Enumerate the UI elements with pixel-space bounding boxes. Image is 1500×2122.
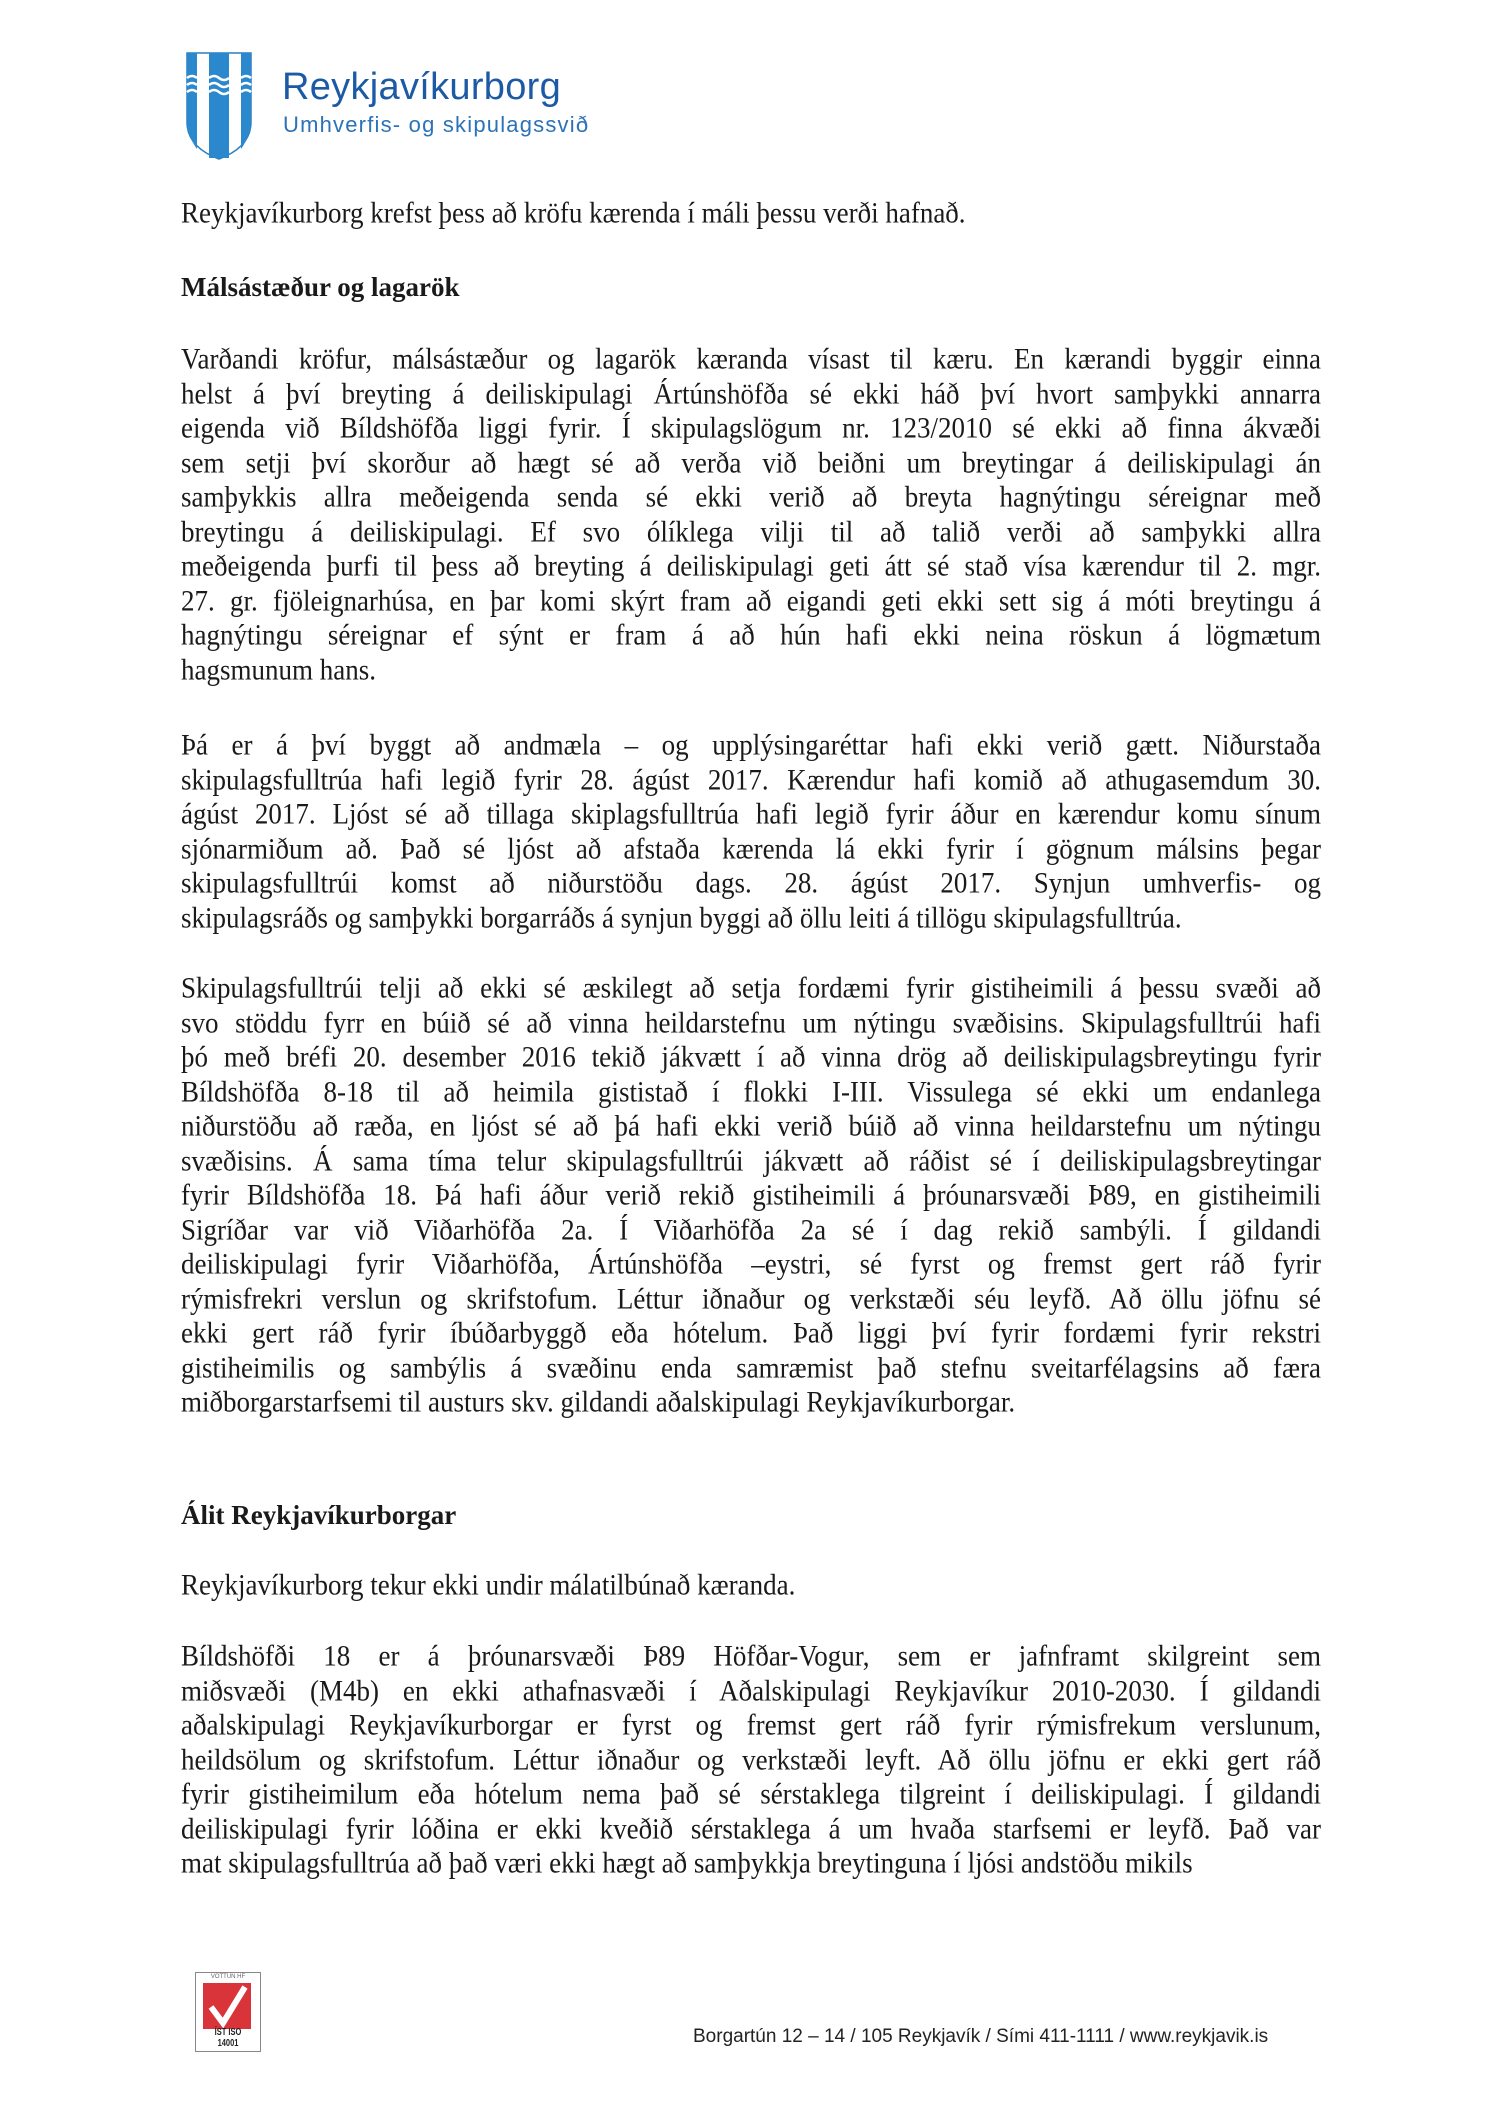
section-heading-grounds: Málsástæður og lagarök <box>181 272 460 302</box>
text-line: svæðisins. Á sama tíma telur skipulagsfulltrúi jákvætt að ráðist sé í deiliskipulagsbreytingar <box>181 1144 1321 1177</box>
department-name: Umhverfis- og skipulagssvið <box>283 112 590 137</box>
text-line: samþykkis allra meðeigenda senda sé ekki verið að breyta hagnýtingu séreignar með <box>181 480 1321 514</box>
section-heading-opinion: Álit Reykjavíkurborgar <box>181 1500 457 1530</box>
text-line: deiliskipulagi fyrir Viðarhöfða, Ártúnshöfða –eystri, sé fyrst og fremst gert ráð fyrir <box>181 1247 1321 1281</box>
text-line: Varðandi kröfur, málsástæður og lagarök kæranda vísast til kæru. En kærandi byggir einna <box>181 342 1321 376</box>
text-line: miðsvæði (M4b) en ekki athafnasvæði í Aðalskipulagi Reykjavíkur 2010-2030. Í gildandi <box>181 1674 1321 1707</box>
text-line: fyrir gistiheimilum eða hótelum nema það sé sérstaklega tilgreint í deiliskipulagi. Í gildandi <box>181 1777 1321 1811</box>
footer-address: Borgartún 12 – 14 / 105 Reykjavík / Sími 411-1111 / www.reykjavik.is <box>693 2026 1269 2047</box>
text-line: svo stöddu fyrr en búið sé að vinna heildarstefnu um nýtingu svæðisins. Skipulagsfulltrúi hafi <box>181 1006 1321 1039</box>
text-line: Bíldshöfða 8-18 til að heimila gististað í flokki I-III. Vissulega sé ekki um endanlega <box>181 1075 1321 1108</box>
text-line: Þá er á því byggt að andmæla – og upplýsingaréttar hafi ekki verið gætt. Niðurstaða <box>181 728 1321 762</box>
iso-14001-certification-logo <box>195 1972 261 2052</box>
text-line: miðborgarstarfsemi til austurs skv. gildandi aðalskipulagi Reykjavíkurborgar. <box>181 1385 1016 1419</box>
text-line: Reykjavíkurborg tekur ekki undir málatilbúnað kæranda. <box>181 1568 796 1602</box>
text-line: skipulagsfulltrúi komst að niðurstöðu dags. 28. ágúst 2017. Synjun umhverfis- og <box>181 866 1321 900</box>
text-line: 27. gr. fjöleignarhúsa, en þar komi skýrt fram að eigandi geti ekki sett sig á móti breytingu á <box>181 584 1321 617</box>
text-line: Skipulagsfulltrúi telji að ekki sé æskilegt að setja fordæmi fyrir gistiheimili á þessu svæði að <box>181 971 1321 1005</box>
text-line: Bíldshöfði 18 er á þróunarsvæði Þ89 Höfðar-Vogur, sem er jafnframt skilgreint sem <box>181 1639 1321 1673</box>
text-line: sjónarmiðum að. Það sé ljóst að afstaða kærenda lá ekki fyrir í gögnum málsins þegar <box>181 832 1321 865</box>
text-line: gistiheimilis og sambýlis á svæðinu enda samræmist það stefnu sveitarfélagsins að færa <box>181 1351 1321 1384</box>
text-line: Sigríðar var við Viðarhöfða 2a. Í Viðarhöfða 2a sé í dag rekið sambýli. Í gildandi <box>181 1213 1321 1246</box>
intro-paragraph <box>181 196 1321 231</box>
text-line: sem setji því skorður að hægt sé að verða við beiðni um breytingar á deiliskipulagi án <box>181 446 1321 479</box>
text-line: skipulagsfulltrúa hafi legið fyrir 28. ágúst 2017. Kærendur hafi komið að athugasemdum 30. <box>181 763 1321 796</box>
text-line: helst á því breyting á deiliskipulagi Ártúnshöfða sé ekki háð því hvort samþykki annarra <box>181 377 1321 410</box>
text-line: deiliskipulagi fyrir lóðina er ekki kveðið sérstaklega á um hvaða starfsemi er leyfð. Það var <box>181 1812 1321 1845</box>
text-line: ekki gert ráð fyrir íbúðarbyggð eða hótelum. Það liggi því fyrir fordæmi fyrir rekstri <box>181 1316 1321 1350</box>
reykjavik-coat-of-arms-icon <box>186 52 252 160</box>
org-name: Reykjavíkurborg <box>282 66 562 108</box>
text-line: skipulagsráðs og samþykki borgarráðs á synjun byggi að öllu leiti á tillögu skipulagsfulltrúa. <box>181 901 1182 934</box>
text-line: niðurstöðu að ræða, en ljóst sé að þá hafi ekki verið búið að vinna heildarstefnu um nýtingu <box>181 1109 1321 1143</box>
text-line: hagsmunum hans. <box>181 653 376 686</box>
text-line: breytingu á deiliskipulagi. Ef svo ólíklega vilji til að talið verði að samþykki allra <box>181 515 1321 548</box>
paragraph-precedent <box>181 971 1321 1420</box>
text-line: fyrir Bíldshöfða 18. Þá hafi áður verið rekið gistiheimili á þróunarsvæði Þ89, en gistiheimili <box>181 1178 1321 1212</box>
text-line: rýmisfrekri verslun og skrifstofum. Léttur iðnaður og verkstæði séu leyfð. Að öllu jöfnu sé <box>181 1282 1321 1315</box>
paragraph-right-to-object <box>181 728 1321 935</box>
iso-top-text: VOTTUN HF <box>210 1974 246 1980</box>
text-line: Reykjavíkurborg krefst þess að kröfu kærenda í máli þessu verði hafnað. <box>181 196 966 230</box>
checkmark-icon <box>203 1983 251 2029</box>
text-line: þó með bréfi 20. desember 2016 tekið jákvætt í að vinna drög að deiliskipulagsbreytingu fyrir <box>181 1040 1321 1074</box>
text-line: meðeigenda þurfi til þess að breyting á deiliskipulagi geti átt sé stað vísa kærendur til 2. mgr. <box>181 549 1321 583</box>
text-line: aðalskipulagi Reykjavíkurborgar er fyrst og fremst gert ráð fyrir rýmisfrekum verslunum, <box>181 1708 1321 1742</box>
paragraph-zoning <box>181 1639 1321 1881</box>
iso-label: ÍST ISO 14001 <box>214 2027 242 2049</box>
text-line: hagnýtingu séreignar ef sýnt er fram á að hún hafi ekki neina röskun á lögmætum <box>181 618 1321 652</box>
text-line: ágúst 2017. Ljóst sé að tillaga skiplagsfulltrúa hafi legið fyrir áður en kærendur komu sínum <box>181 797 1321 831</box>
paragraph-claims <box>181 342 1321 687</box>
text-line: eigenda við Bíldshöfða liggi fyrir. Í skipulagslögum nr. 123/2010 sé ekki að finna ákvæði <box>181 411 1321 445</box>
text-line: mat skipulagsfulltrúa að það væri ekki hægt að samþykkja breytinguna í ljósi andstöðu mikils <box>181 1846 1193 1880</box>
paragraph-opinion-intro <box>181 1568 1321 1603</box>
text-line: heildsölum og skrifstofum. Léttur iðnaður og verkstæði leyft. Að öllu jöfnu er ekki gert ráð <box>181 1743 1321 1776</box>
